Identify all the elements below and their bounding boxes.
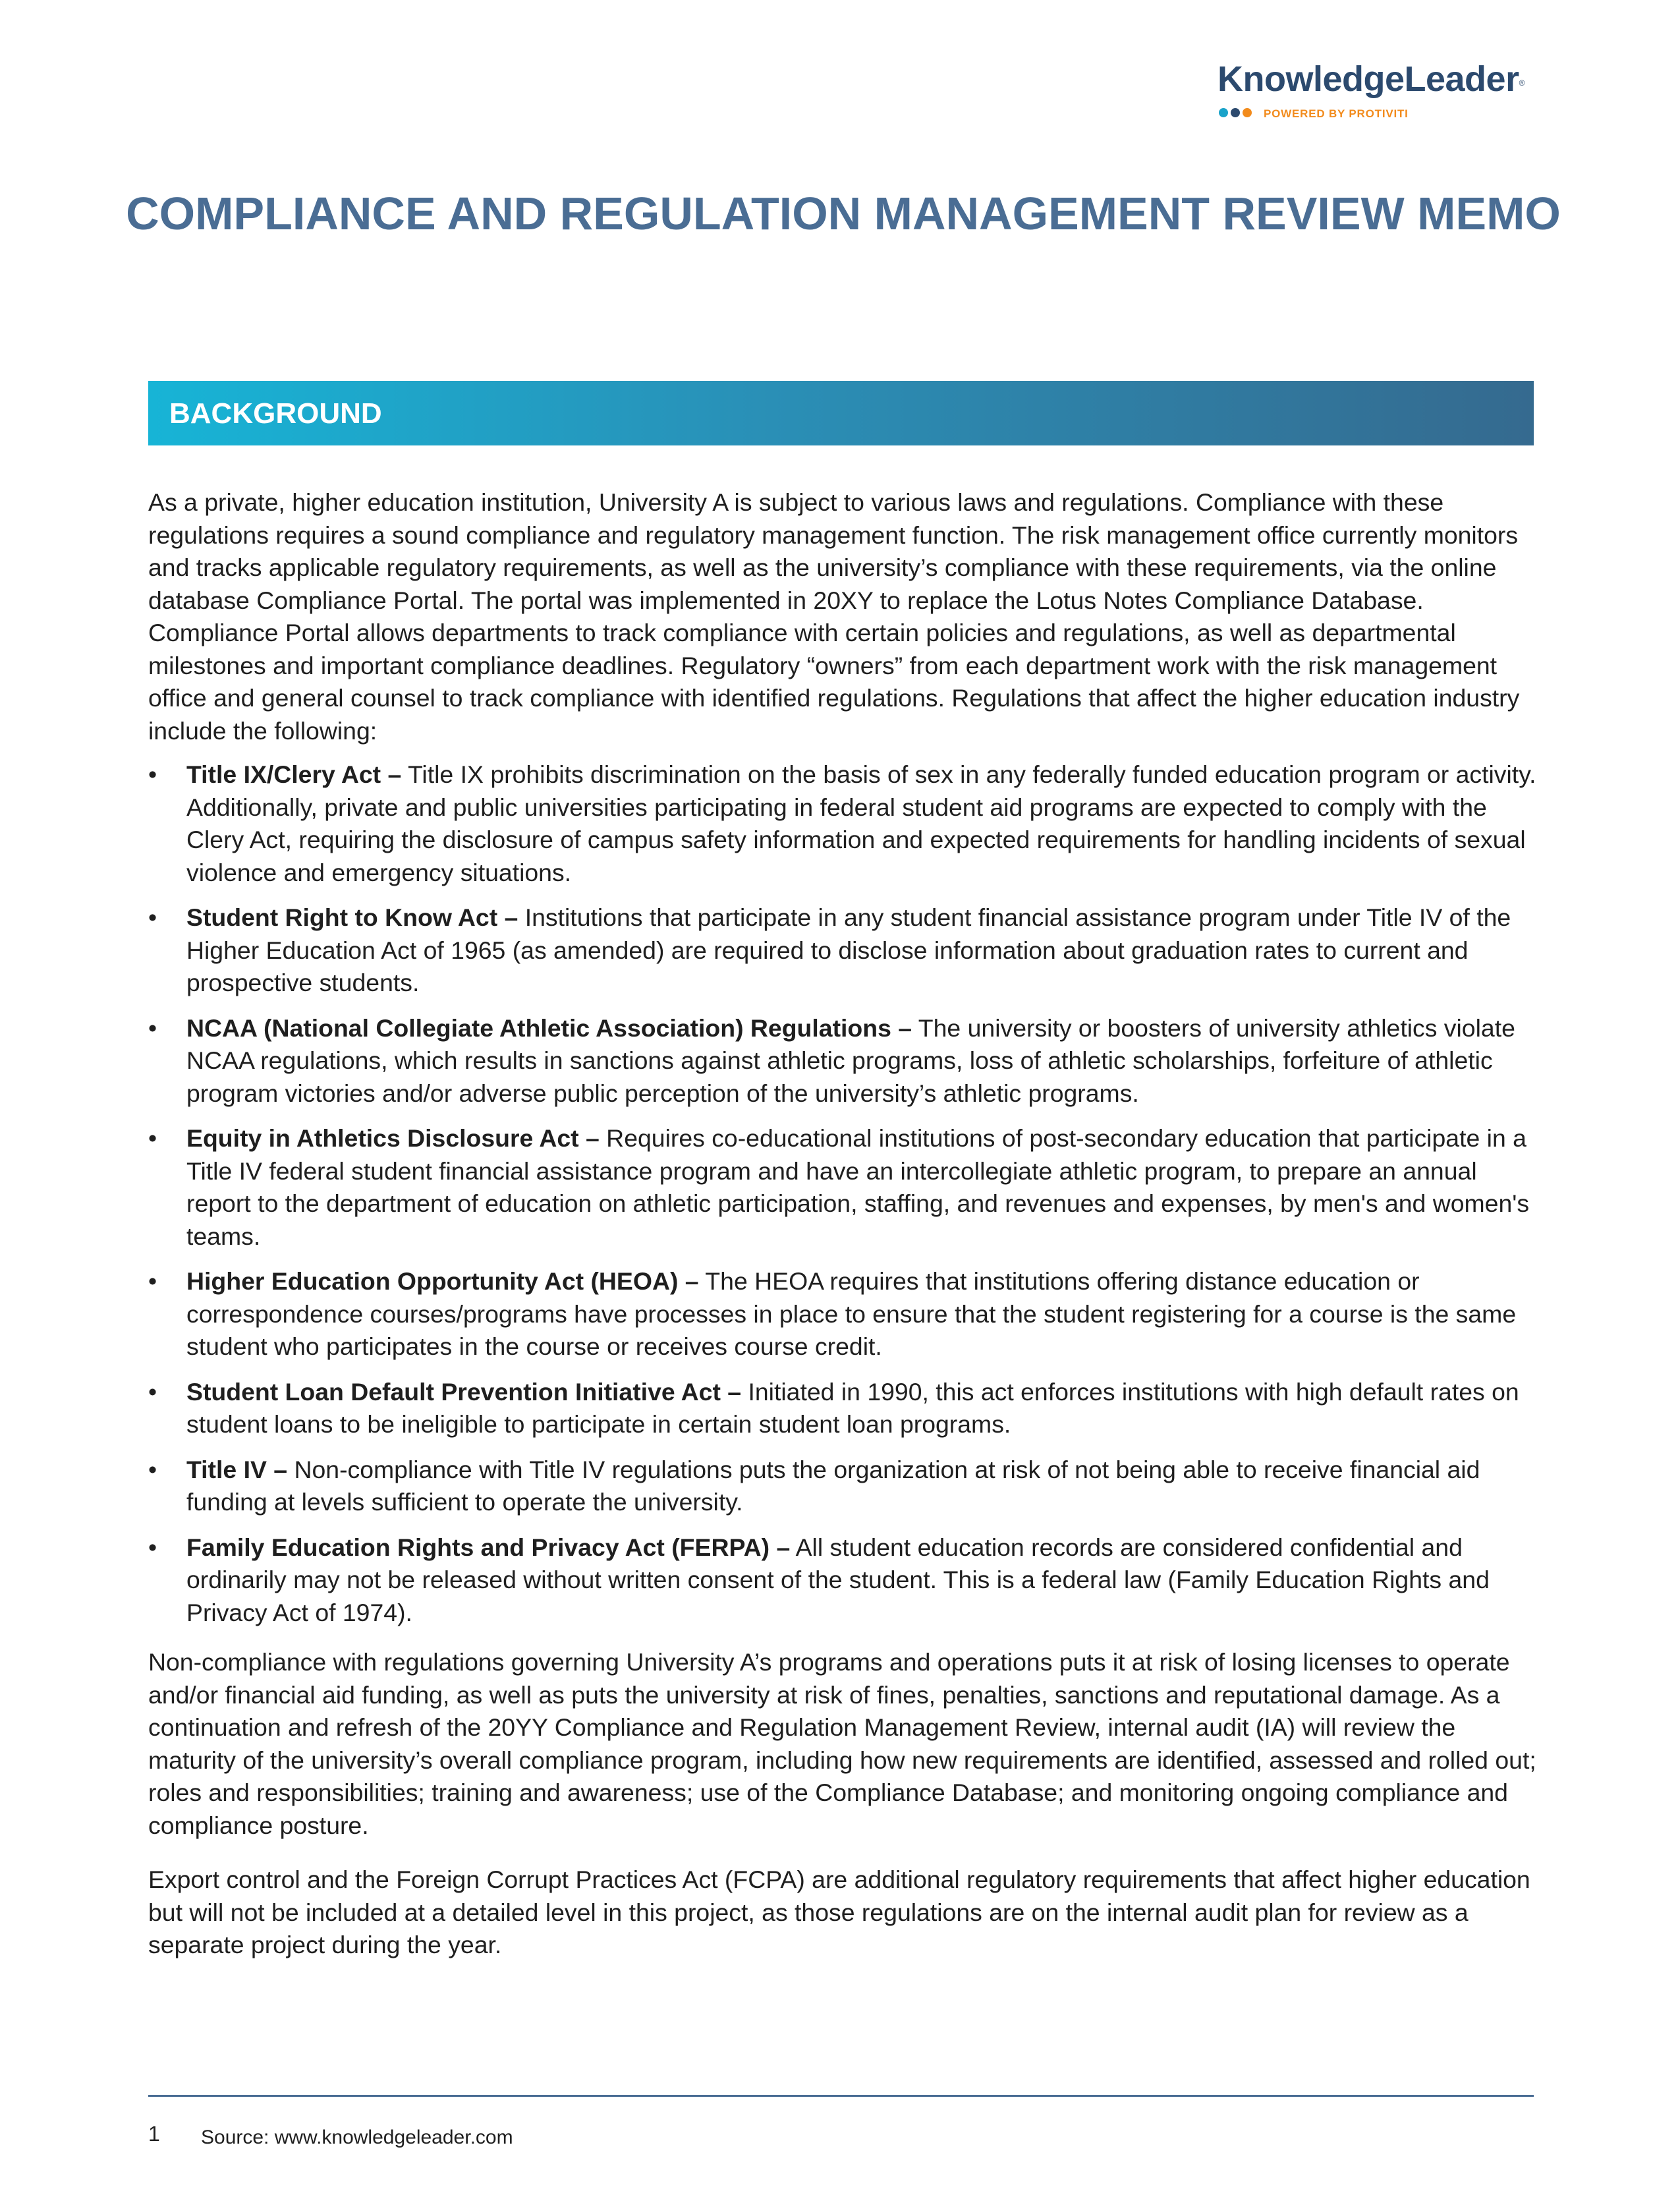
regulation-term: Title IV –	[186, 1455, 288, 1483]
list-item	[148, 1012, 1538, 1110]
list-item	[148, 1265, 1538, 1363]
regulation-term: Student Right to Know Act –	[186, 903, 518, 931]
regulations-list	[148, 758, 1538, 1629]
logo-wordmark	[1218, 58, 1525, 100]
list-item	[148, 1376, 1538, 1441]
regulation-description: Institutions that participate in any student financial assistance program under Title IV of the Higher Education Act of 1965 (as amended) are required to disclose information about graduation rates to current and prospective students.	[186, 903, 1511, 996]
memo-body	[148, 486, 1538, 1962]
list-item	[148, 1454, 1538, 1519]
regulation-description: Title IX prohibits discrimination on the basis of sex in any federally funded education program or activity. Additionally, private and public universities participating in federal student aid programs are expected to comply with the Clery Act, requiring the disclosure of campus safety information and expected requirements for handling incidents of sexual violence and emergency situations.	[186, 760, 1536, 886]
regulation-description: The HEOA requires that institutions offering distance education or correspondence courses/programs have processes in place to ensure that the student registering for a course is the same student who participates in the course or receives course credit.	[186, 1267, 1517, 1360]
section-heading: BACKGROUND	[169, 397, 382, 430]
list-item	[148, 1531, 1538, 1630]
regulation-description: Initiated in 1990, this act enforces institutions with high default rates on student loans to be ineligible to participate in certain student loan programs.	[186, 1377, 1519, 1438]
list-item	[148, 758, 1538, 889]
regulation-description: Non-compliance with Title IV regulations puts the organization at risk of not being able to receive financial aid funding at levels sufficient to operate the university.	[186, 1455, 1480, 1516]
bullet-icon: •	[148, 1455, 157, 1483]
bullet-icon: •	[148, 1377, 157, 1406]
regulation-description: The university or boosters of university athletics violate NCAA regulations, which results in sanctions against athletic programs, loss of athletic scholarships, forfeiture of athletic program victories and/or adverse public perception of the university’s athletic programs.	[186, 1013, 1515, 1107]
list-item	[148, 901, 1538, 1000]
regulation-description: Requires co-educational institutions of post-secondary education that participate in a Title IV federal student financial assistance program and have an intercollegiate athletic program, to prepare an annual report to the department of education on athletic participation, staffing, and revenues and expenses, by men's and women's teams.	[186, 1124, 1530, 1250]
knowledgeleader-logo	[1218, 58, 1527, 130]
risk-paragraph: Non-compliance with regulations governing University A’s programs and operations puts it at risk of losing licenses to operate and/or financial aid funding, as well as puts the university at risk of fines, penalties, sanctions and reputational damage. As a continuation and refresh of the 20YY Compliance and Regulation Management Review, internal audit (IA) will review the maturity of the university’s overall compliance program, including how new requirements are identified, assessed and rolled out; roles and responsibilities; training and awareness; use of the Compliance Database; and monitoring ongoing compliance and compliance posture.	[148, 1648, 1536, 1839]
bullet-icon: •	[148, 760, 157, 788]
logo-brand-text: KnowledgeLeader	[1218, 59, 1519, 99]
intro-paragraph: As a private, higher education institution, University A is subject to various laws and regulations. Compliance with these regulations requires a sound compliance and regulatory management function. The risk management office currently monitors and tracks applicable regulatory requirements, as well as the university’s compliance with these requirements, via the online database Compliance Portal. The portal was implemented in 20XY to replace the Lotus Notes Compliance Database. Compliance Portal allows departments to track compliance with certain policies and regulations, as well as departmental milestones and important compliance deadlines. Regulatory “owners” from each department work with the risk management office and general counsel to track compliance with identified regulations. Regulations that affect the higher education industry include the following:	[148, 488, 1520, 745]
scope-paragraph: Export control and the Foreign Corrupt Practices Act (FCPA) are additional regulatory requirements that affect higher education but will not be included at a detailed level in this project, as those regulations are on the internal audit plan for review as a separate project during the year.	[148, 1866, 1530, 1958]
regulation-term: Family Education Rights and Privacy Act (FERPA) –	[186, 1533, 791, 1561]
regulation-term: NCAA (National Collegiate Athletic Association) Regulations –	[186, 1013, 912, 1042]
registered-mark: ®	[1519, 78, 1525, 88]
footnote-source: Source: www.knowledgeleader.com	[201, 2126, 513, 2148]
regulation-term: Equity in Athletics Disclosure Act –	[186, 1124, 600, 1152]
bullet-icon: •	[148, 1267, 157, 1295]
regulation-term: Student Loan Default Prevention Initiative Act –	[186, 1377, 742, 1406]
regulation-term: Title IX/Clery Act –	[186, 760, 402, 788]
list-item	[148, 1122, 1538, 1253]
document-title: COMPLIANCE AND REGULATION MANAGEMENT REVIEW MEMO	[126, 188, 1561, 239]
logo-tagline: POWERED BY PROTIVITI	[1264, 107, 1409, 120]
bullet-icon: •	[148, 1533, 157, 1561]
regulation-term: Higher Education Opportunity Act (HEOA) –	[186, 1267, 699, 1295]
footnote-number: 1	[148, 2122, 160, 2146]
logo-dots-icon	[1219, 108, 1252, 121]
bullet-icon: •	[148, 903, 157, 931]
bullet-icon: •	[148, 1013, 157, 1042]
regulation-description: All student education records are considered confidential and ordinarily may not be released without written consent of the student. This is a federal law (Family Education Rights and Privacy Act of 1974).	[186, 1533, 1490, 1626]
section-banner	[148, 381, 1534, 445]
bullet-icon: •	[148, 1124, 157, 1152]
footer-divider	[148, 2095, 1534, 2097]
